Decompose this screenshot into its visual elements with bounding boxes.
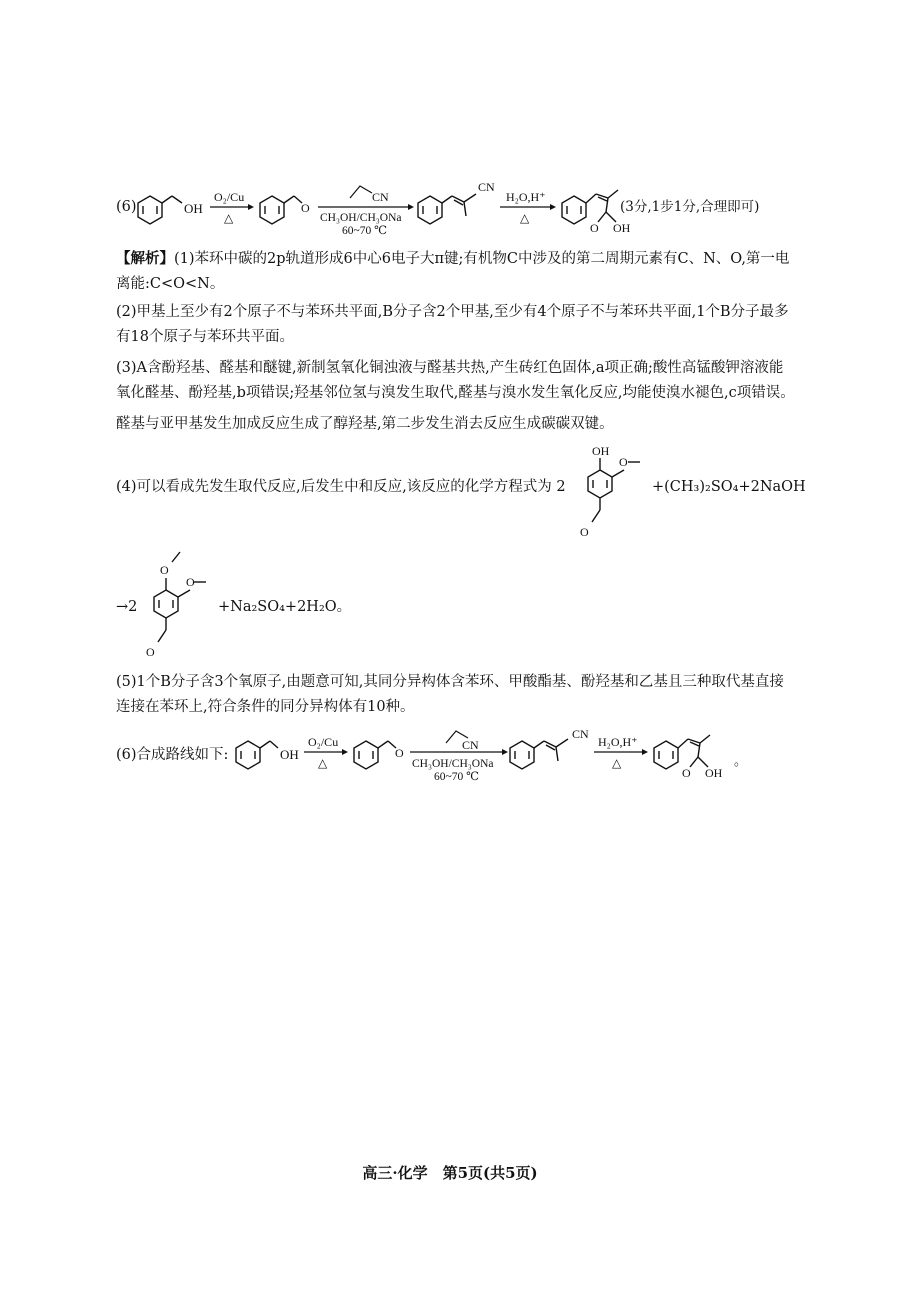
- scoring-note: (3分,1步1分,合理即可): [620, 199, 760, 215]
- svg-text:O: O: [301, 201, 310, 215]
- svg-text:O: O: [160, 563, 169, 577]
- svg-text:O: O: [146, 645, 155, 659]
- reagent-cn-top: CN: [372, 190, 389, 204]
- svg-text:OH: OH: [705, 766, 723, 780]
- svg-text:H₂O,H⁺: H₂O,H⁺: [598, 735, 638, 749]
- svg-text:O: O: [619, 455, 628, 469]
- cond1: △: [224, 211, 234, 225]
- analysis-p4-text: (4)可以看成先发生取代反应,后发生中和反应,该反应的化学方程式为 2: [116, 479, 566, 495]
- analysis-heading: 【解析】: [116, 250, 174, 267]
- svg-text:O: O: [590, 221, 599, 235]
- p6-oh: OH: [280, 747, 299, 762]
- svg-text:△: △: [520, 211, 530, 225]
- reagent-h2o: H₂O,H⁺: [506, 190, 546, 204]
- svg-text:O: O: [580, 525, 589, 539]
- analysis-p3a: (3)A含酚羟基、醛基和醚键,新制氢氧化铜浊液与醛基共热,产生砖红色固体,a项正确;酸性高锰酸钾溶液能氧化醛基、酚羟基,b项错误;羟基邻位氢与溴发生取代,醛基与溴水发生氧化反应,均能使溴水褪色,c项错误。: [116, 360, 795, 401]
- q6-label: (6): [116, 199, 137, 215]
- svg-text:O: O: [682, 766, 691, 780]
- reagent-temp: 60~70 ℃: [342, 225, 387, 237]
- p4-reagents: +(CH₃)₂SO₄+2NaOH: [652, 479, 806, 495]
- svg-text:CN: CN: [462, 738, 479, 752]
- analysis-p3b: 醛基与亚甲基发生加成反应生成了醇羟基,第二步发生消去反应生成碳碳双键。: [116, 416, 614, 432]
- p4-products: +Na₂SO₄+2H₂O。: [218, 599, 352, 615]
- svg-text:O₂/Cu: O₂/Cu: [308, 735, 339, 749]
- svg-text:CN: CN: [572, 727, 589, 741]
- p6-label: (6)合成路线如下:: [116, 747, 229, 763]
- svg-text:OH: OH: [613, 221, 631, 235]
- svg-text:△: △: [612, 756, 622, 770]
- analysis-p5: (5)1个B分子含3个氧原子,由题意可知,其同分异构体含苯环、甲酸酯基、酚羟基和乙基且三种取代基直接连接在苯环上,符合条件的同分异构体有10种。: [116, 674, 784, 715]
- svg-text:60~70 ℃: 60~70 ℃: [434, 771, 479, 783]
- analysis-p1-body: (1)苯环中碳的2p轨道形成6中心6电子大π键;有机物C中涉及的第二周期元素有C、N、O,第一电离能:C<O<N。: [116, 251, 790, 292]
- svg-text:CH₃OH/CH₃ONa: CH₃OH/CH₃ONa: [412, 758, 494, 770]
- analysis-p2: (2)甲基上至少有2个原子不与苯环共平面,B分子含2个甲基,至少有4个原子不与苯环共平面,1个B分子最多有18个原子与苯环共平面。: [116, 304, 789, 345]
- svg-text:O: O: [186, 575, 195, 589]
- benzyl-oh-label: OH: [184, 201, 203, 216]
- svg-text:O: O: [395, 746, 404, 760]
- nitrile-cn: CN: [478, 180, 495, 194]
- p4-arrow: →2: [116, 599, 138, 615]
- reagent-o2-cu: O₂/Cu: [214, 190, 245, 204]
- svg-text:。: 。: [734, 753, 748, 768]
- p4-oh: OH: [592, 444, 610, 458]
- svg-text:△: △: [318, 756, 328, 770]
- page-footer: 高三·化学 第5页(共5页): [362, 1164, 538, 1182]
- reagent-solvent: CH₃OH/CH₃ONa: [320, 212, 402, 224]
